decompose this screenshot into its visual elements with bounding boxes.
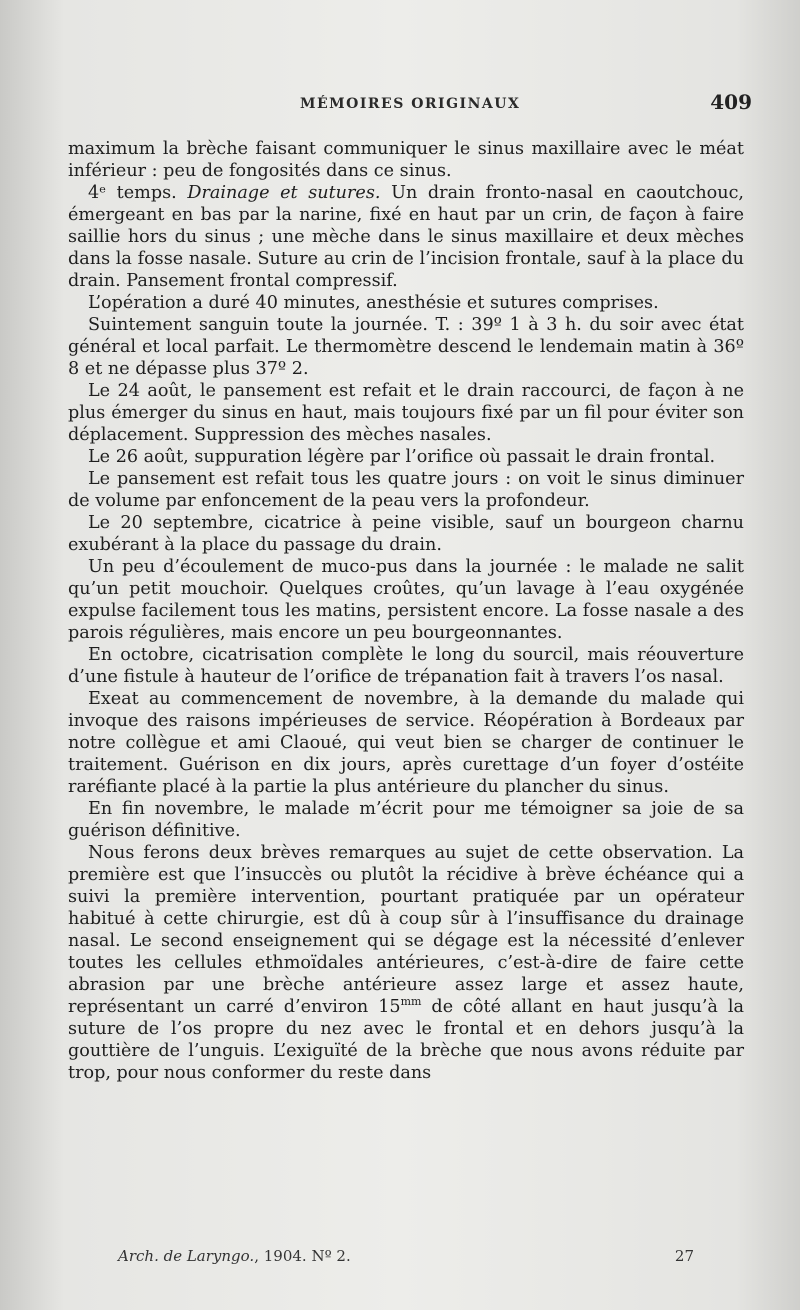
paragraph-11: Exeat au commencement de novembre, à la demande du malade qui invoque des raisons impérieuses de service. Réopération à Bordeaux par notre collègue et ami Claoué, qui veut bien se charger de continuer le traitement. Guérison en dix jours, après curettage d’un foyer d’ostéite raréfiante placé à la partie la plus antérieure du plancher du sinus.: [68, 689, 744, 797]
paragraph-2: [68, 182, 744, 292]
paragraph-3: L’opération a duré 40 minutes, anesthésie et sutures comprises.: [88, 293, 659, 313]
paragraph-7: Le pansement est refait tous les quatre jours : on voit le sinus diminuer de volume par enfoncement de la peau vers la profondeur.: [68, 469, 744, 511]
signature-mark: 27: [674, 1247, 694, 1265]
step-text: Un drain fronto-nasal en caoutchouc, émergeant en bas par la narine, fixé en haut par un crin, de façon à faire saillie hors du sinus ; une mèche dans le sinus maxillaire et deux mèches dans la fosse nasale. Suture au crin de l’incision frontale, sauf à la place du drain. Pansement frontal compressif.: [68, 183, 745, 291]
journal-citation: [118, 1247, 351, 1265]
paragraph-12: En fin novembre, le malade m’écrit pour me témoigner sa joie de sa guérison définitive.: [68, 799, 744, 841]
paragraph-13-rest: de côté allant en haut jusqu’à la suture de l’os propre du nez avec le frontal et en dehors jusqu’à la gouttière de l’unguis. L’exiguïté de la brèche que nous avons réduite par trop, pour nous conformer du reste dans: [68, 997, 744, 1083]
paragraph-5: Le 24 août, le pansement est refait et le drain raccourci, de façon à ne plus émerger du sinus en haut, mais toujours fixé par un fil pour éviter son déplacement. Suppression des mèches nasales.: [68, 381, 744, 445]
page-header: [0, 90, 800, 120]
paragraph-6: Le 26 août, suppuration légère par l’orifice où passait le drain frontal.: [88, 447, 716, 467]
paragraph-13: [68, 842, 744, 1084]
paragraph-9: Un peu d’écoulement de muco-pus dans la journée : le malade ne salit qu’un petit mouchoir. Quelques croûtes, qu’un lavage à l’eau oxygénée expulse facilement tous les matins, persistent encore. La fosse nasale a des parois régulières, mais encore un peu bourgeonnantes.: [68, 557, 744, 643]
step-title: Drainage et sutures.: [187, 183, 381, 203]
running-head: MÉMOIRES ORIGINAUX: [300, 96, 521, 112]
page-number: 409: [710, 90, 752, 114]
body-text: [68, 138, 744, 1084]
paragraph-8: Le 20 septembre, cicatrice à peine visible, sauf un bourgeon charnu exubérant à la place du passage du drain.: [68, 513, 744, 555]
page-footer: [0, 1247, 800, 1271]
step-label: 4ᵉ temps.: [88, 183, 177, 203]
paragraph-13-text: Nous ferons deux brèves remarques au sujet de cette observation. La première est que l’insuccès ou plutôt la récidive à brève échéance qui a suivi la première intervention, pourtant pratiquée par un opérateur habitué à cette chirurgie, est dû à coup sûr à l’insuffisance du drainage nasal. Le second enseignement qui se dégage est la nécessité d’enlever toutes les cellules ethmoïdales antérieures, c’est-à-dire de faire cette abrasion par une brèche antérieure assez large et assez haute, représentant un carré d’environ 15: [68, 843, 744, 1017]
journal-name: Arch. de Laryngo.: [118, 1247, 255, 1265]
paragraph-1: maximum la brèche faisant communiquer le sinus maxillaire avec le méat inférieur : peu de fongosités dans ce sinus.: [68, 139, 744, 181]
journal-issue: , 1904. Nº 2.: [254, 1247, 351, 1265]
unit-superscript: mm: [400, 995, 422, 1009]
paragraph-10: En octobre, cicatrisation complète le long du sourcil, mais réouverture d’une fistule à hauteur de l’orifice de trépanation fait à travers l’os nasal.: [68, 645, 744, 687]
paragraph-4: Suintement sanguin toute la journée. T. : 39º 1 à 3 h. du soir avec état général et local parfait. Le thermomètre descend le lendemain matin à 36º 8 et ne dépasse plus 37º 2.: [68, 315, 744, 379]
